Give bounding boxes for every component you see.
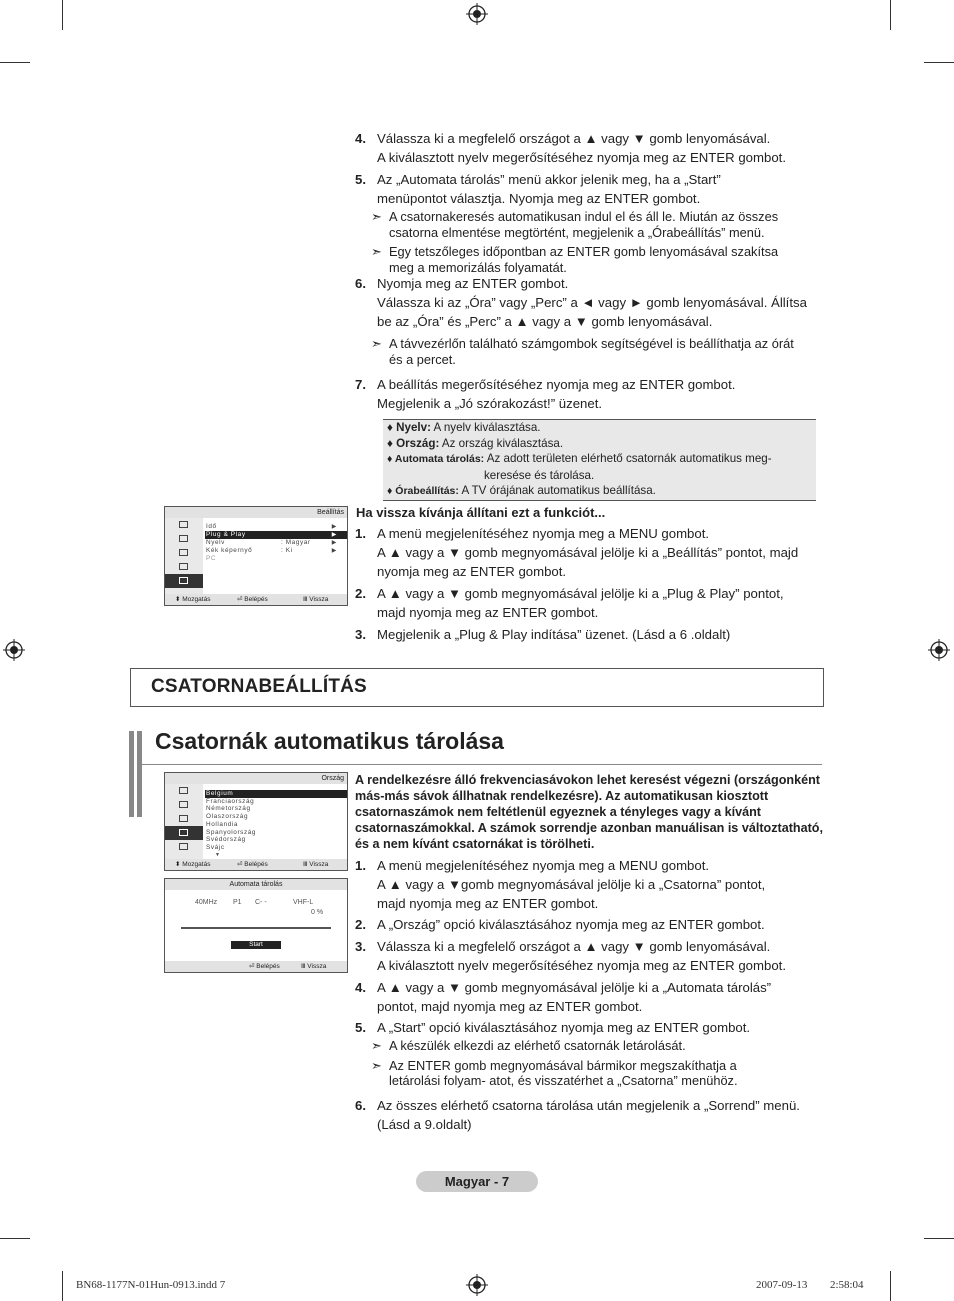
osd-title: Automata tárolás bbox=[165, 879, 347, 890]
osd-footer bbox=[165, 859, 347, 870]
step-line: be az „Óra” és „Perc” a ▲ vagy a ▼ gomb lenyomásával. bbox=[377, 314, 713, 329]
osd-item: Franciaország bbox=[206, 797, 255, 805]
step-line: A ▲ vagy a ▼ gomb megnyomásával jelölje ki a „Plug & Play” pontot, bbox=[377, 586, 784, 601]
osd-sidebar bbox=[165, 518, 203, 594]
osd-item: Hollandia bbox=[206, 820, 239, 828]
title-underline bbox=[142, 764, 822, 765]
note bbox=[355, 244, 825, 275]
auto-step-6 bbox=[355, 1096, 825, 1134]
osd-menu bbox=[203, 790, 347, 858]
osd-prog: P1 bbox=[233, 899, 242, 906]
step-7 bbox=[355, 375, 825, 413]
note-line: Egy tetszőleges időpontban az ENTER gomb lenyomásával szakítsa bbox=[389, 244, 779, 259]
osd-foot-move: ⬍ Mozgatás bbox=[175, 596, 211, 603]
osd-footer bbox=[165, 594, 347, 605]
sound-icon bbox=[165, 546, 203, 560]
print-timestamp: 2007-09-13 ￿￿ 2:58:04 bbox=[756, 1279, 864, 1291]
auto-step-4 bbox=[355, 978, 825, 1016]
osd-band: VHF-L bbox=[293, 899, 314, 906]
title-bar-decoration bbox=[137, 731, 142, 817]
step-number: 3. bbox=[355, 939, 366, 954]
note-arrow-icon: ➣ bbox=[371, 1038, 382, 1053]
crop-mark bbox=[924, 62, 954, 63]
note-line: A csatornakeresés automatikusan indul el és áll le. Miután az összes bbox=[389, 209, 779, 224]
step-line: (Lásd a 9.oldalt) bbox=[377, 1117, 472, 1132]
step-4 bbox=[355, 129, 825, 167]
osd-item: Kék képernyő : Ki ▶ bbox=[206, 547, 337, 554]
osd-item: Idő ▶ bbox=[206, 523, 337, 530]
step-line: Megjelenik a „Plug & Play indítása” üzenet. (Lásd a 6 .oldalt) bbox=[377, 627, 731, 642]
crop-mark bbox=[0, 1238, 30, 1239]
note bbox=[355, 1038, 825, 1054]
osd-auto-store-screen bbox=[164, 878, 348, 973]
step-line: A kiválasztott nyelv megerősítéséhez nyomja meg az ENTER gombot. bbox=[377, 958, 786, 973]
step-line: Az összes elérhető csatorna tárolása után megjelenik a „Sorrend” menü. bbox=[377, 1098, 800, 1113]
page-title: Csatornák automatikus tárolása bbox=[155, 728, 504, 754]
step-number: 6. bbox=[355, 276, 366, 291]
step-number: 7. bbox=[355, 377, 366, 392]
registration-mark-icon bbox=[3, 639, 25, 661]
note-line: meg a memorizálás folyamatát. bbox=[389, 259, 567, 275]
step-line: majd nyomja meg az ENTER gombot. bbox=[377, 896, 599, 911]
note bbox=[355, 336, 825, 367]
osd-item: Svédország bbox=[206, 836, 246, 844]
step-line: A beállítás megerősítéséhez nyomja meg az ENTER gombot. bbox=[377, 377, 736, 392]
osd-item: Olaszország bbox=[206, 813, 249, 821]
antenna-icon bbox=[165, 784, 203, 798]
intro-paragraph: A rendelkezésre álló frekvenciasávokon lehet keresést végezni (országonként más-más sávok állhatnak rendelkezésre). Az automatikusan kiosztott csatornaszámok nem feltétlenül egyeznek a tényleges vagy a kívánt csatornaszámokkal. A számok sorrendje azonban manuálisan is változtatható, és a nem kívánt csatornákat is törölheti. bbox=[355, 773, 823, 851]
setup-icon bbox=[165, 840, 203, 854]
osd-title: Beállítás bbox=[165, 507, 347, 518]
registration-mark-icon bbox=[928, 639, 950, 661]
osd-foot-back: Ⅲ Vissza bbox=[301, 963, 327, 970]
step-line: nyomja meg az ENTER gombot. bbox=[377, 564, 567, 579]
step-line: Nyomja meg az ENTER gombot. bbox=[377, 276, 569, 291]
note-line: Az ENTER gomb megnyomásával bármikor megszakíthatja a bbox=[389, 1057, 737, 1073]
step-line: Az „Automata tárolás” menü akkor jelenik meg, ha a „Start” bbox=[377, 172, 721, 187]
osd-item: PC bbox=[206, 555, 217, 562]
print-file-name: BN68-1177N-01Hun-0913.indd 7 bbox=[76, 1279, 226, 1291]
step-number: 5. bbox=[355, 1020, 366, 1035]
crop-mark bbox=[62, 0, 63, 30]
step-number: 1. bbox=[355, 858, 366, 873]
osd-start-button: Start bbox=[231, 941, 281, 949]
step-line: Válassza ki az „Óra” vagy „Perc” a ◄ vagy ► gomb lenyomásával. Állítsa bbox=[377, 295, 807, 310]
note-line: A készülék elkezdi az elérhető csatornák letárolását. bbox=[389, 1038, 686, 1053]
osd-item-selected: Belgium bbox=[205, 790, 347, 798]
plug-step-3 bbox=[355, 625, 825, 644]
osd-setup-screen bbox=[164, 506, 348, 606]
step-number: 2. bbox=[355, 586, 366, 601]
info-row: ♦ Ország: Az ország kiválasztása. bbox=[387, 436, 564, 450]
page-number-badge: Magyar - 7 bbox=[416, 1171, 538, 1192]
osd-foot-enter: ⏎ Belépés bbox=[237, 861, 268, 868]
step-5 bbox=[355, 170, 825, 275]
step-line: A „Ország” opció kiválasztásához nyomja meg az ENTER gombot. bbox=[377, 917, 765, 932]
osd-foot-move: ⬍ Mozgatás bbox=[175, 861, 211, 868]
registration-mark-icon bbox=[466, 1274, 488, 1296]
note-line: csatorna elmentése megtörtént, megjelenik a „Órabeállítás” menü. bbox=[389, 224, 765, 240]
step-line: A ▲ vagy a ▼ gomb megnyomásával jelölje ki a „Automata tárolás” bbox=[377, 980, 772, 995]
osd-sidebar bbox=[165, 784, 203, 859]
sound-icon bbox=[165, 812, 203, 826]
osd-item: Németország bbox=[206, 805, 251, 813]
osd-foot-back: Ⅲ Vissza bbox=[303, 596, 329, 603]
picture-icon bbox=[165, 532, 203, 546]
step-line: Válassza ki a megfelelő országot a ▲ vagy ▼ gomb lenyomásával. bbox=[377, 131, 771, 146]
note-line: és a percet. bbox=[389, 351, 456, 367]
section-header bbox=[130, 668, 824, 707]
note-line: A távvezérlőn található számgombok segítségével is beállíthatja az órát bbox=[389, 336, 794, 351]
step-line: A menü megjelenítéséhez nyomja meg a MENU gombot. bbox=[377, 858, 710, 873]
auto-step-1 bbox=[355, 856, 825, 913]
plug-step-2 bbox=[355, 584, 825, 622]
step-line: pontot, majd nyomja meg az ENTER gombot. bbox=[377, 999, 643, 1014]
plug-heading: Ha vissza kívánja állítani ezt a funkciót... bbox=[356, 505, 606, 520]
osd-freq: 40MHz bbox=[195, 899, 218, 906]
step-number: 4. bbox=[355, 980, 366, 995]
osd-percent: 0 % bbox=[311, 909, 324, 916]
note bbox=[355, 1058, 825, 1089]
step-number: 6. bbox=[355, 1098, 366, 1113]
info-row: ♦ Nyelv: A nyelv kiválasztása. bbox=[387, 421, 541, 434]
step-line: Megjelenik a „Jó szórakozást!” üzenet. bbox=[377, 396, 603, 411]
step-line: A kiválasztott nyelv megerősítéséhez nyomja meg az ENTER gombot. bbox=[377, 150, 786, 165]
picture-icon bbox=[165, 798, 203, 812]
note-arrow-icon: ➣ bbox=[371, 244, 382, 259]
crop-mark bbox=[924, 1238, 954, 1239]
osd-menu bbox=[203, 523, 347, 563]
info-row: ♦ Automata tárolás: Az adott területen elérhető csatornák automatikus meg- bbox=[387, 452, 772, 465]
osd-footer bbox=[165, 961, 347, 972]
osd-foot-back: Ⅲ Vissza bbox=[303, 861, 329, 868]
note-arrow-icon: ➣ bbox=[371, 336, 382, 351]
step-number: 3. bbox=[355, 627, 366, 642]
osd-country-screen bbox=[164, 772, 348, 871]
note-arrow-icon: ➣ bbox=[371, 1057, 382, 1073]
osd-title: Ország bbox=[165, 773, 347, 784]
note-arrow-icon: ➣ bbox=[371, 209, 382, 224]
step-line: menüpontot választja. Nyomja meg az ENTER gombot. bbox=[377, 191, 701, 206]
step-line: A ▲ vagy a ▼ gomb megnyomásával jelölje ki a „Beállítás” pontot, majd bbox=[377, 545, 799, 560]
step-line: A ▲ vagy a ▼gomb megnyomásával jelölje ki a „Csatorna” pontot, bbox=[377, 877, 766, 892]
step-number: 2. bbox=[355, 917, 366, 932]
scroll-down-icon: ▼ bbox=[215, 851, 221, 858]
channel-icon bbox=[165, 826, 203, 840]
setup-icon bbox=[165, 574, 203, 588]
plug-step-1 bbox=[355, 524, 825, 581]
info-box bbox=[383, 419, 816, 501]
channel-icon bbox=[165, 560, 203, 574]
step-number: 5. bbox=[355, 172, 366, 187]
info-row: ♦ Órabeállítás: A TV órájának automatikus beállítása. bbox=[387, 484, 656, 497]
step-line: A „Start” opció kiválasztásához nyomja meg az ENTER gombot. bbox=[377, 1020, 751, 1035]
section-title: CSATORNABEÁLLÍTÁS bbox=[151, 676, 367, 697]
note-line: letárolási folyam- atot, és visszatérhet a „Csatorna” menühöz. bbox=[389, 1073, 738, 1088]
osd-progress-bar bbox=[181, 927, 331, 929]
osd-item: Spanyolország bbox=[206, 828, 257, 836]
crop-mark bbox=[890, 0, 891, 30]
osd-item: Svájc bbox=[206, 843, 225, 851]
step-line: A menü megjelenítéséhez nyomja meg a MENU gombot. bbox=[377, 526, 710, 541]
step-6 bbox=[355, 274, 825, 367]
step-line: majd nyomja meg az ENTER gombot. bbox=[377, 605, 599, 620]
antenna-icon bbox=[165, 518, 203, 532]
osd-chan: C- - bbox=[255, 899, 267, 906]
osd-item-selected: Plug & Play ▶ bbox=[205, 531, 347, 539]
crop-mark bbox=[62, 1271, 63, 1301]
step-line: Válassza ki a megfelelő országot a ▲ vagy ▼ gomb lenyomásával. bbox=[377, 939, 771, 954]
registration-mark-icon bbox=[466, 3, 488, 25]
step-number: 1. bbox=[355, 526, 366, 541]
crop-mark bbox=[890, 1271, 891, 1301]
auto-step-2 bbox=[355, 915, 825, 934]
title-bar-decoration bbox=[129, 731, 134, 817]
crop-mark bbox=[0, 62, 30, 63]
step-number: 4. bbox=[355, 131, 366, 146]
info-row-continued: keresése és tárolása. bbox=[484, 468, 595, 482]
auto-step-3 bbox=[355, 937, 825, 975]
osd-foot-enter: ⏎ Belépés bbox=[249, 963, 280, 970]
note bbox=[355, 209, 825, 240]
osd-foot-enter: ⏎ Belépés bbox=[237, 596, 268, 603]
auto-step-5 bbox=[355, 1018, 825, 1089]
osd-item: Nyelv : Magyar ▶ bbox=[206, 539, 337, 546]
